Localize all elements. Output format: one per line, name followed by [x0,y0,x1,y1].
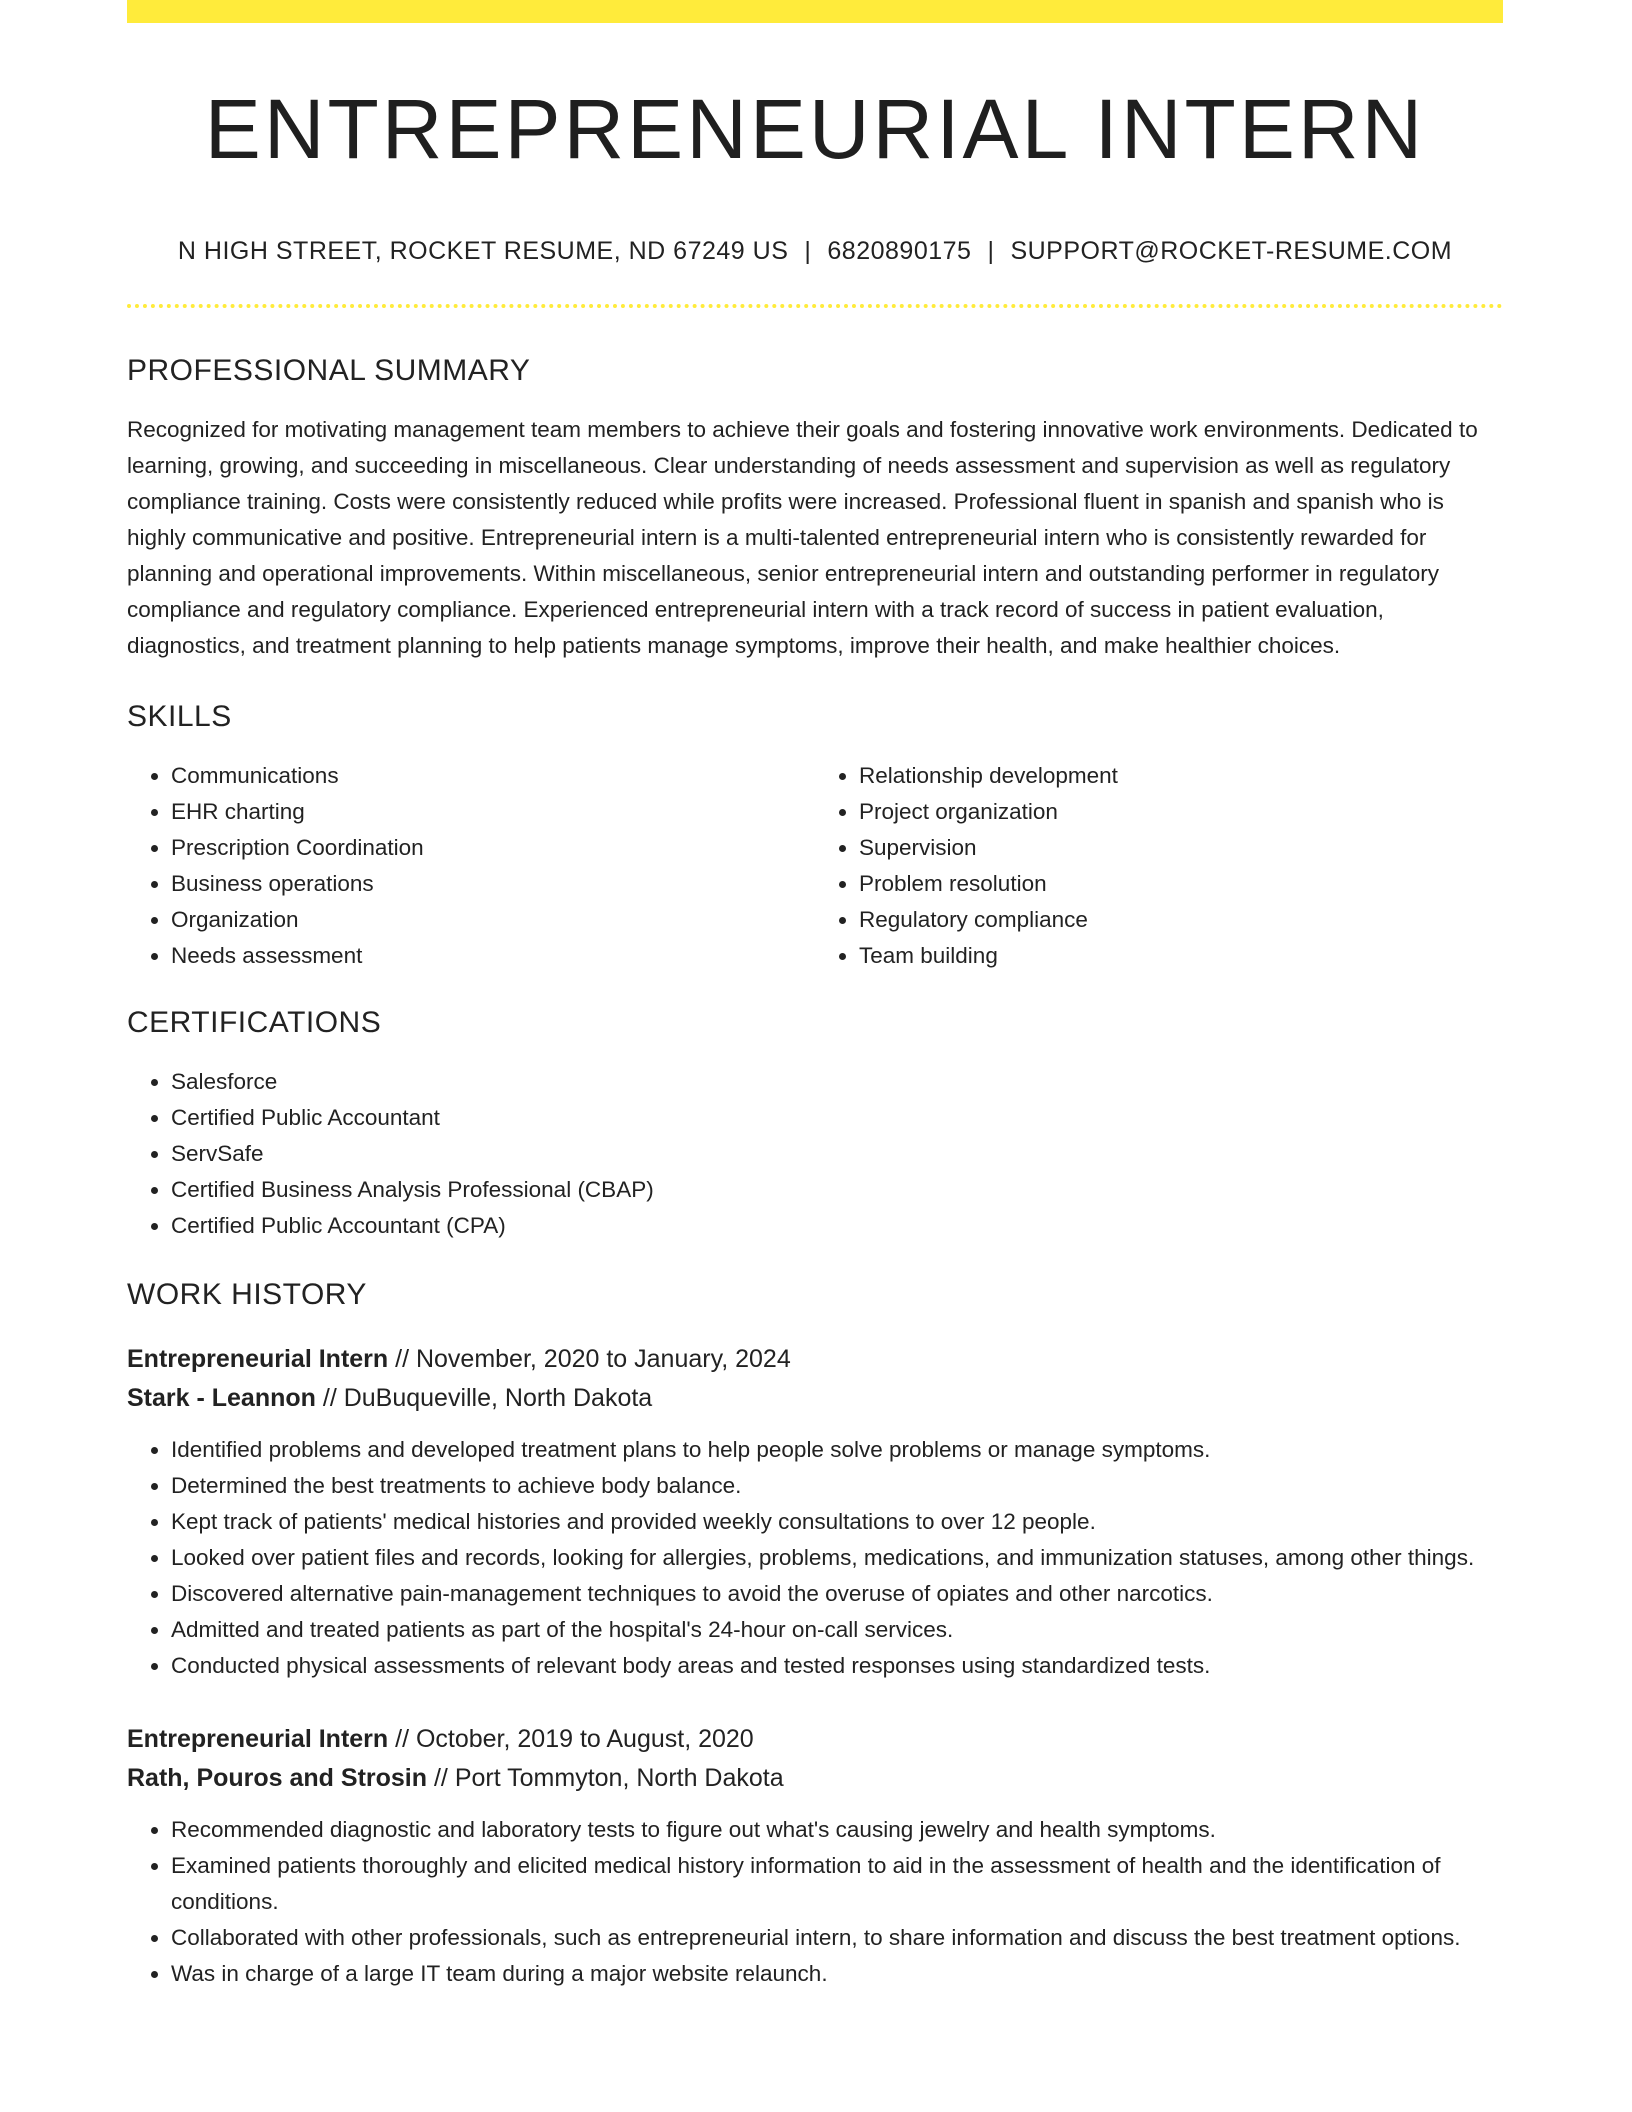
skills-columns [127,758,1503,974]
job-dates: // November, 2020 to January, 2024 [388,1345,791,1374]
certification-item: • Certified Business Analysis Professional (CBAP) [171,1172,1503,1208]
skill-item: • Team building [859,938,1503,974]
skill-item: • Project organization [859,794,1503,830]
job-title-line [127,1340,1503,1379]
resume-page [127,0,1503,1992]
job-company-line [127,1759,1503,1798]
skill-item: • Regulatory compliance [859,902,1503,938]
certifications-list [127,1064,1503,1244]
job-company: Rath, Pouros and Strosin [127,1764,428,1793]
job-bullet: • Examined patients thoroughly and elicited medical history information to aid in the assessment of health and the identification of conditions. [171,1848,1503,1920]
job-bullet: • Looked over patient files and records, looking for allergies, problems, medications, and immunization statuses, among other things. [171,1540,1503,1576]
contact-separator: | [987,237,995,266]
job-bullet: • Kept track of patients' medical histories and provided weekly consultations to over 12 people. [171,1504,1503,1540]
certification-item: • ServSafe [171,1136,1503,1172]
job-location: // DuBuqueville, North Dakota [315,1384,653,1413]
job-company: Stark - Leannon [127,1384,316,1413]
skill-item: • Needs assessment [171,938,815,974]
skill-item: • Business operations [171,866,815,902]
accent-top-bar [127,0,1503,23]
skill-item: • Organization [171,902,815,938]
skills-list-right [815,758,1503,974]
job-title-line [127,1720,1503,1759]
contact-email: SUPPORT@ROCKET-RESUME.COM [1010,237,1453,266]
contact-separator: | [804,237,812,266]
job-bullet: • Recommended diagnostic and laboratory tests to figure out what's causing jewelry and health symptoms. [171,1812,1503,1848]
dotted-divider [127,304,1503,308]
skill-item: • EHR charting [171,794,815,830]
job-bullet: • Discovered alternative pain-management techniques to avoid the overuse of opiates and other narcotics. [171,1576,1503,1612]
certifications-heading: CERTIFICATIONS [127,1006,382,1040]
summary-text: Recognized for motivating management team members to achieve their goals and fostering innovative work environments. Dedicated to learning, growing, and succeeding in miscellaneous. Clear understanding of needs assessment and supervision as well as regulatory compliance training. Costs were consistently reduced while profits were increased. Professional fluent in spanish and spanish who is highly communicative and positive. Entrepreneurial intern is a multi-talented entrepreneurial intern who is consistently rewarded for planning and operational improvements. Within miscellaneous, senior entrepreneurial intern and outstanding performer in regulatory compliance and regulatory compliance. Experienced entrepreneurial intern with a track record of success in patient evaluation, diagnostics, and treatment planning to help patients manage symptoms, improve their health, and make healthier choices. [127,417,1478,659]
summary-heading: PROFESSIONAL SUMMARY [127,354,531,388]
job-bullet: • Admitted and treated patients as part of the hospital's 24-hour on-call services. [171,1612,1503,1648]
job-dates: // October, 2019 to August, 2020 [388,1725,754,1754]
certification-item: • Certified Public Accountant (CPA) [171,1208,1503,1244]
job-location: // Port Tommyton, North Dakota [427,1764,784,1793]
job-title: Entrepreneurial Intern [127,1345,389,1374]
contact-address: N HIGH STREET, ROCKET RESUME, ND 67249 US [177,237,789,266]
certification-item: • Certified Public Accountant [171,1100,1503,1136]
job-bullet: • Conducted physical assessments of relevant body areas and tested responses using standardized tests. [171,1648,1503,1684]
contact-phone: 6820890175 [827,237,972,266]
certification-item: • Salesforce [171,1064,1503,1100]
skills-heading: SKILLS [127,700,232,734]
job-title: Entrepreneurial Intern [127,1725,389,1754]
skill-item: • Supervision [859,830,1503,866]
contact-line [127,237,1503,266]
skills-list-left [127,758,815,974]
job-entry [127,1340,1503,1684]
work-history-heading: WORK HISTORY [127,1278,367,1312]
skill-item: • Communications [171,758,815,794]
job-entry [127,1720,1503,1992]
skill-item: • Prescription Coordination [171,830,815,866]
skill-item: • Problem resolution [859,866,1503,902]
skill-item: • Relationship development [859,758,1503,794]
job-bullets [127,1432,1503,1684]
candidate-name: ENTREPRENEURIAL INTERN [204,82,1426,176]
job-bullet: • Was in charge of a large IT team during a major website relaunch. [171,1956,1503,1992]
job-bullet: • Identified problems and developed treatment plans to help people solve problems or manage symptoms. [171,1432,1503,1468]
job-company-line [127,1379,1503,1418]
job-bullet: • Determined the best treatments to achieve body balance. [171,1468,1503,1504]
job-bullet: • Collaborated with other professionals, such as entrepreneurial intern, to share information and discuss the best treatment options. [171,1920,1503,1956]
job-bullets [127,1812,1503,1992]
